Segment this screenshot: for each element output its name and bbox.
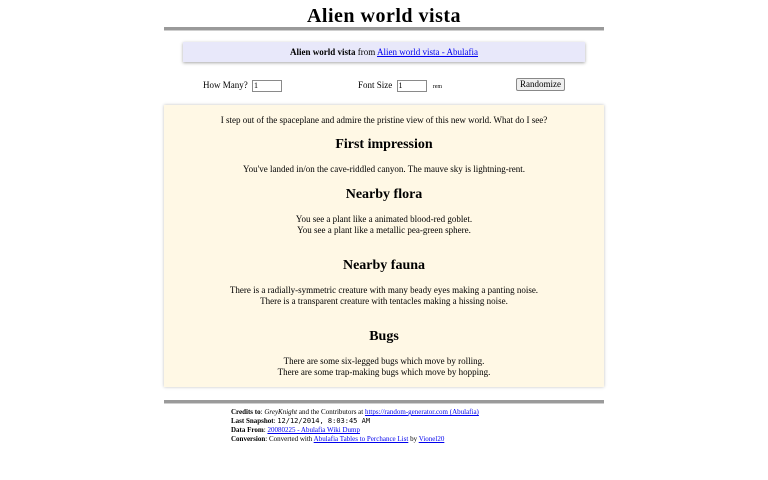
source-link[interactable]: Alien world vista - Abulafia [377, 47, 478, 57]
page-title: Alien world vista [306, 5, 462, 27]
font-size-control [358, 78, 442, 94]
conversion-by: by [410, 435, 418, 443]
how-many-label: How Many? [203, 80, 248, 90]
intro-text: I step out of the spaceplane and admire the pristine view of this new world. What do I see? [220, 115, 548, 125]
section-body-nearby-flora [164, 214, 604, 236]
section-heading-first-impression: First impression [335, 137, 433, 152]
datafrom-link[interactable]: 20080225 - Abulafia Wiki Dump [267, 426, 360, 434]
section-heading-bugs: Bugs [369, 329, 399, 344]
section-body-first-impression [164, 164, 604, 175]
how-many-control [203, 78, 282, 92]
source-banner [183, 42, 585, 62]
snapshot-line: Last Snapshot: 12/12/2014, 8:03:45 AM [231, 417, 371, 425]
conversion-author-link[interactable]: Vionel20 [418, 435, 445, 443]
credits-link[interactable]: https://random-generator.com (Abulafia) [364, 408, 479, 416]
credits-line: Credits to: GreyKnight and the Contributors at https://random-generator.com (Abulafia) [231, 408, 479, 416]
randomize-control [516, 77, 565, 91]
font-size-label: Font Size [358, 80, 393, 90]
generated-output-panel [164, 105, 604, 387]
font-size-input[interactable] [397, 80, 427, 92]
section-line: You've landed in/on the cave-riddled canyon. The mauve sky is lightning-rent. [243, 164, 525, 174]
section-line: There are some six-legged bugs which move by rolling. [283, 356, 485, 366]
section-line: You see a plant like a animated blood-red goblet. [295, 214, 473, 224]
section-body-bugs [164, 356, 604, 378]
bottom-divider [164, 400, 604, 404]
snapshot-value: 12/12/2014, 8:03:45 AM [277, 417, 371, 425]
snapshot-label: Last Snapshot [231, 417, 274, 425]
source-from-text: from [357, 47, 376, 57]
conversion-label: Conversion [231, 435, 266, 443]
source-name: Alien world vista [289, 47, 356, 57]
controls-bar [0, 78, 768, 94]
randomize-button[interactable]: Randomize [516, 78, 565, 91]
section-line: There are some trap-making bugs which move by hopping. [277, 367, 491, 377]
conversion-line: Conversion: Converted with Abulafia Tables to Perchance List by Vionel20 [231, 435, 445, 443]
section-heading-nearby-fauna: Nearby fauna [342, 258, 426, 273]
font-size-unit: rem [432, 84, 443, 90]
section-line: There is a transparent creature with tentacles making a hissing noise. [260, 296, 508, 306]
datafrom-label: Data From [231, 426, 264, 434]
conversion-link[interactable]: Abulafia Tables to Perchance List [313, 435, 409, 443]
section-heading-nearby-flora: Nearby flora [345, 187, 423, 202]
top-divider [164, 27, 604, 31]
credits-middle: and the Contributors at [298, 408, 364, 416]
section-line: There is a radially-symmetric creature with many beady eyes making a panting noise. [229, 285, 539, 295]
conversion-text: Converted with [268, 435, 313, 443]
section-body-nearby-fauna [164, 285, 604, 307]
credits-author: GreyKnight [264, 408, 298, 416]
how-many-input[interactable] [252, 80, 282, 92]
credits-block [231, 408, 479, 444]
section-line: You see a plant like a metallic pea-green sphere. [297, 225, 471, 235]
credits-label: Credits to [231, 408, 261, 416]
datafrom-line: Data From: 20080225 - Abulafia Wiki Dump [231, 426, 360, 434]
